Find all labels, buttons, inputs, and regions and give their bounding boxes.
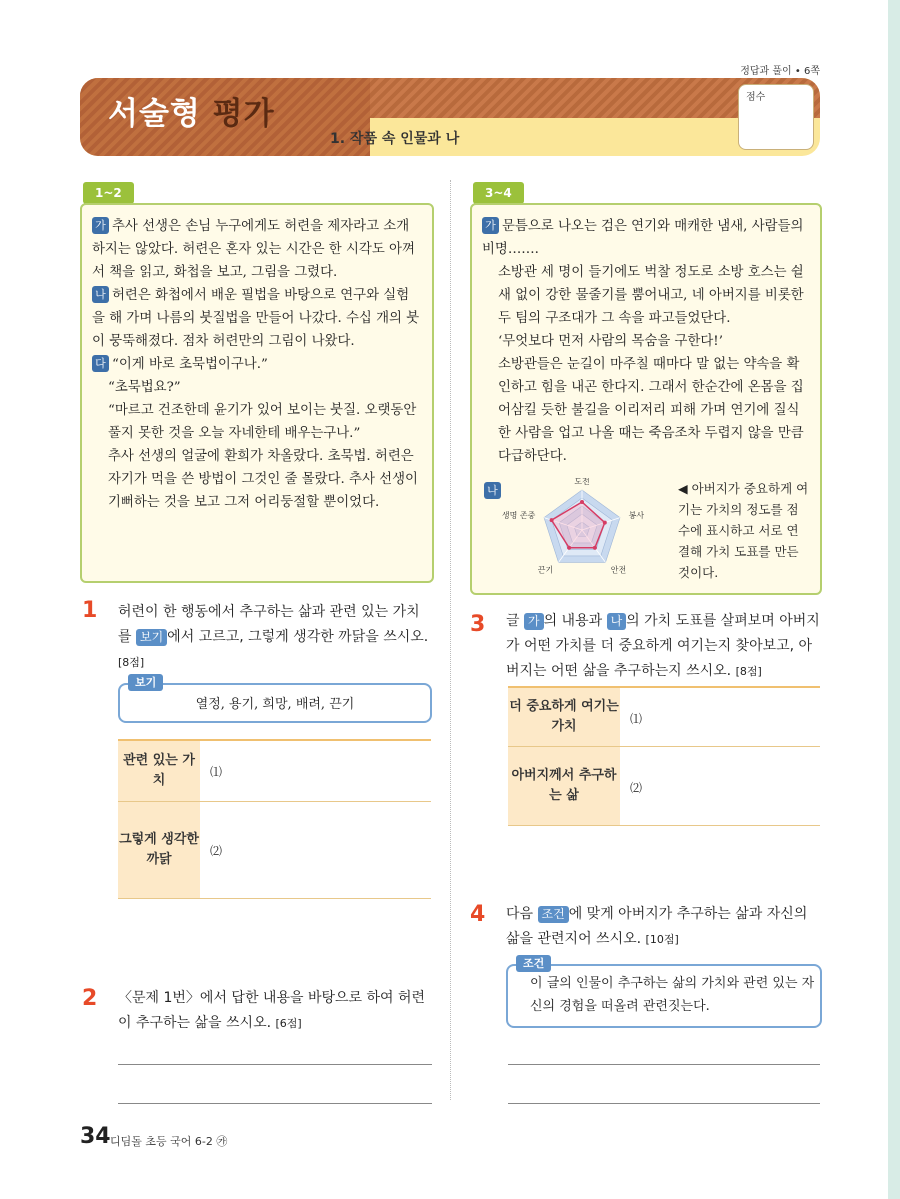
- bogi-label: 보기: [128, 674, 163, 691]
- q1-row-2-num: ⑵: [210, 844, 223, 858]
- radar-point: [550, 518, 554, 522]
- q3-chip-ga: 가: [524, 613, 544, 630]
- value-radar-chart: [500, 478, 665, 582]
- title-part2: 평가: [212, 96, 275, 132]
- q4-text-a: 다음: [506, 906, 534, 922]
- passage-da-2: “초묵법요?”: [108, 380, 181, 395]
- q3-row-2-head: 아버지께서 추구하는 삶: [508, 747, 620, 825]
- question-2-number: 2: [82, 986, 98, 1011]
- section-tag-1-2: 1~2: [83, 182, 134, 204]
- q1-row-2: [118, 802, 431, 899]
- page-title: [108, 88, 275, 133]
- q1-row-1: [118, 741, 431, 802]
- radar-label: 봉사: [628, 510, 645, 520]
- passage-da-3: “마르고 건조한데 윤기가 있어 보이는 붓질. 오랫동안 풀지 못한 것을 오늘 자네한테 배우는구나.”: [108, 403, 417, 441]
- book-title: 디딤돌 초등 국어 6-2 ㉮: [110, 1135, 228, 1148]
- radar-caption: ◀ 아버지가 중요하게 여기는 가치의 정도를 점수에 표시하고 서로 연결해 가치 도표를 만든 것이다.: [678, 481, 809, 580]
- q3-answer-table: [508, 686, 820, 826]
- answer-reference: 정답과 풀이 • 6쪽: [740, 66, 820, 77]
- question-1-text: [118, 600, 433, 675]
- passage-da-4: 추사 선생의 얼굴에 환희가 차올랐다. 초묵법. 허련은 자기가 먹을 쓴 방법이 그것인 줄 몰랐다. 추사 선생이 기뻐하는 것을 보고 그저 어리둥절할 뿐이었다.: [108, 449, 418, 510]
- page-edge-strip: [888, 0, 900, 1199]
- q3-row-1: [508, 688, 820, 747]
- passage-ga-3: ‘무엇보다 먼저 사람의 목숨을 구한다!’: [498, 334, 723, 349]
- q1-row-1-head: 관련 있는 가치: [118, 741, 200, 801]
- radar-point: [580, 500, 584, 504]
- radar-point: [567, 546, 571, 550]
- passage-ga-4: 소방관들은 눈길이 마주칠 때마다 말 없는 약속을 확인하고 힘을 내곤 한다지. 그래서 한순간에 온몸을 집어삼킬 듯한 불길을 이리저리 피해 가며 연기에 질식한 사람을 업고 나올 때는 죽음조차 두렵지 않을 만큼 다급하단다.: [498, 357, 804, 464]
- passage-ga: 추사 선생은 손님 누구에게도 허련을 제자라고 소개하지는 않았다. 허련은 혼자 있는 시간은 한 시각도 아껴서 책을 읽고, 화첩을 보고, 그림을 그렸다.: [92, 219, 415, 280]
- passage-ga-1: 문틈으로 나오는 검은 연기와 매캐한 냄새, 사람들의 비명…….: [482, 219, 804, 257]
- q3-text-b: 의 내용과: [543, 613, 603, 629]
- question-3-number: 3: [470, 612, 486, 637]
- q2-answer-line-1[interactable]: [118, 1064, 432, 1065]
- passage-na: 허련은 화첩에서 배운 필법을 바탕으로 연구와 실험을 해 가며 나름의 붓질법을 만들어 나갔다. 수십 개의 붓이 뭉뚝해졌다. 점차 허련만의 그림이 나왔다.: [92, 288, 420, 349]
- q3-chip-na: 나: [607, 613, 627, 630]
- q1-points: [8점]: [118, 656, 145, 669]
- marker-da: 다: [92, 355, 109, 372]
- radar-label: 끈기: [537, 565, 554, 575]
- marker-na: 나: [92, 286, 109, 303]
- page-subtitle: 1. 작품 속 인물과 나: [330, 131, 460, 147]
- question-2-text: [118, 986, 436, 1036]
- question-3-text: [506, 609, 824, 684]
- page-number: 34: [80, 1124, 111, 1149]
- passage-da-1: “이게 바로 초묵법이구나.”: [112, 357, 268, 372]
- radar-label: 안전: [610, 565, 627, 575]
- q2-points: [6점]: [275, 1017, 302, 1030]
- q3-row-1-head: 더 중요하게 여기는 가치: [508, 688, 620, 746]
- question-1-number: 1: [82, 598, 98, 623]
- title-part1: 서술형: [108, 96, 201, 132]
- q3-text-c: 의 가치 도표를 살펴보며 아버지가 어떤 가치를 더 중요하게 여기는지 찾아보고, 아버지는 어떤 삶을 추구하는지 쓰시오.: [506, 613, 820, 679]
- q4-answer-line-2[interactable]: [508, 1103, 820, 1104]
- passage-ga-2: 소방관 세 명이 들기에도 벅찰 정도로 소방 호스는 쉴 새 없이 강한 물줄기를 뿜어내고, 네 아버지를 비롯한 두 팀의 구조대가 그 속을 파고들었단다.: [498, 265, 804, 326]
- condition-label: 조건: [516, 955, 551, 972]
- marker-na-right: 나: [484, 482, 501, 499]
- section-tag-3-4: 3~4: [473, 182, 524, 204]
- marker-ga-right: 가: [482, 217, 499, 234]
- q2-text: 〈문제 1번〉에서 답한 내용을 바탕으로 하여 허련이 추구하는 삶을 쓰시오.: [118, 990, 426, 1031]
- q2-answer-line-2[interactable]: [118, 1103, 432, 1104]
- column-divider: [450, 180, 451, 1100]
- q3-row-2: [508, 747, 820, 826]
- q4-condition-chip: 조건: [538, 906, 569, 923]
- marker-ga: 가: [92, 217, 109, 234]
- q3-row-2-num: ⑵: [630, 781, 643, 795]
- q3-row-1-num: ⑴: [630, 712, 643, 726]
- question-4-number: 4: [470, 902, 486, 927]
- radar-point: [603, 521, 607, 525]
- bogi-items: 열정, 용기, 희망, 배려, 끈기: [195, 697, 355, 712]
- q3-text-a: 글: [506, 613, 520, 629]
- q4-answer-line-1[interactable]: [508, 1064, 820, 1065]
- q1-row-2-head: 그렇게 생각한 까닭: [118, 802, 200, 898]
- passage-right: [482, 215, 810, 468]
- condition-text: 이 글의 인물이 추구하는 삶의 가치와 관련 있는 자신의 경험을 떠올려 관련짓는다.: [530, 976, 815, 1014]
- q1-row-1-num: ⑴: [210, 765, 223, 779]
- q1-text-a: 허련이 한 행동에서 추구하는 삶과 관련 있는 가치를: [118, 604, 420, 645]
- passage-left: [92, 215, 422, 514]
- q3-points: [8점]: [735, 665, 762, 678]
- q4-text-b: 에 맞게 아버지가 추구하는 삶과 자신의 삶을 관련지어 쓰시오.: [506, 906, 808, 947]
- q4-points: [10점]: [645, 933, 679, 946]
- q1-text-b: 에서 고르고, 그렇게 생각한 까닭을 쓰시오.: [167, 629, 429, 645]
- question-4-text: [506, 902, 824, 952]
- radar-point: [593, 546, 597, 550]
- q1-answer-table: [118, 739, 431, 899]
- q1-bogi-chip: 보기: [136, 629, 167, 646]
- score-label: 점수: [746, 92, 766, 103]
- radar-label: 생명 존중: [501, 510, 536, 520]
- radar-label: 도전: [574, 478, 590, 486]
